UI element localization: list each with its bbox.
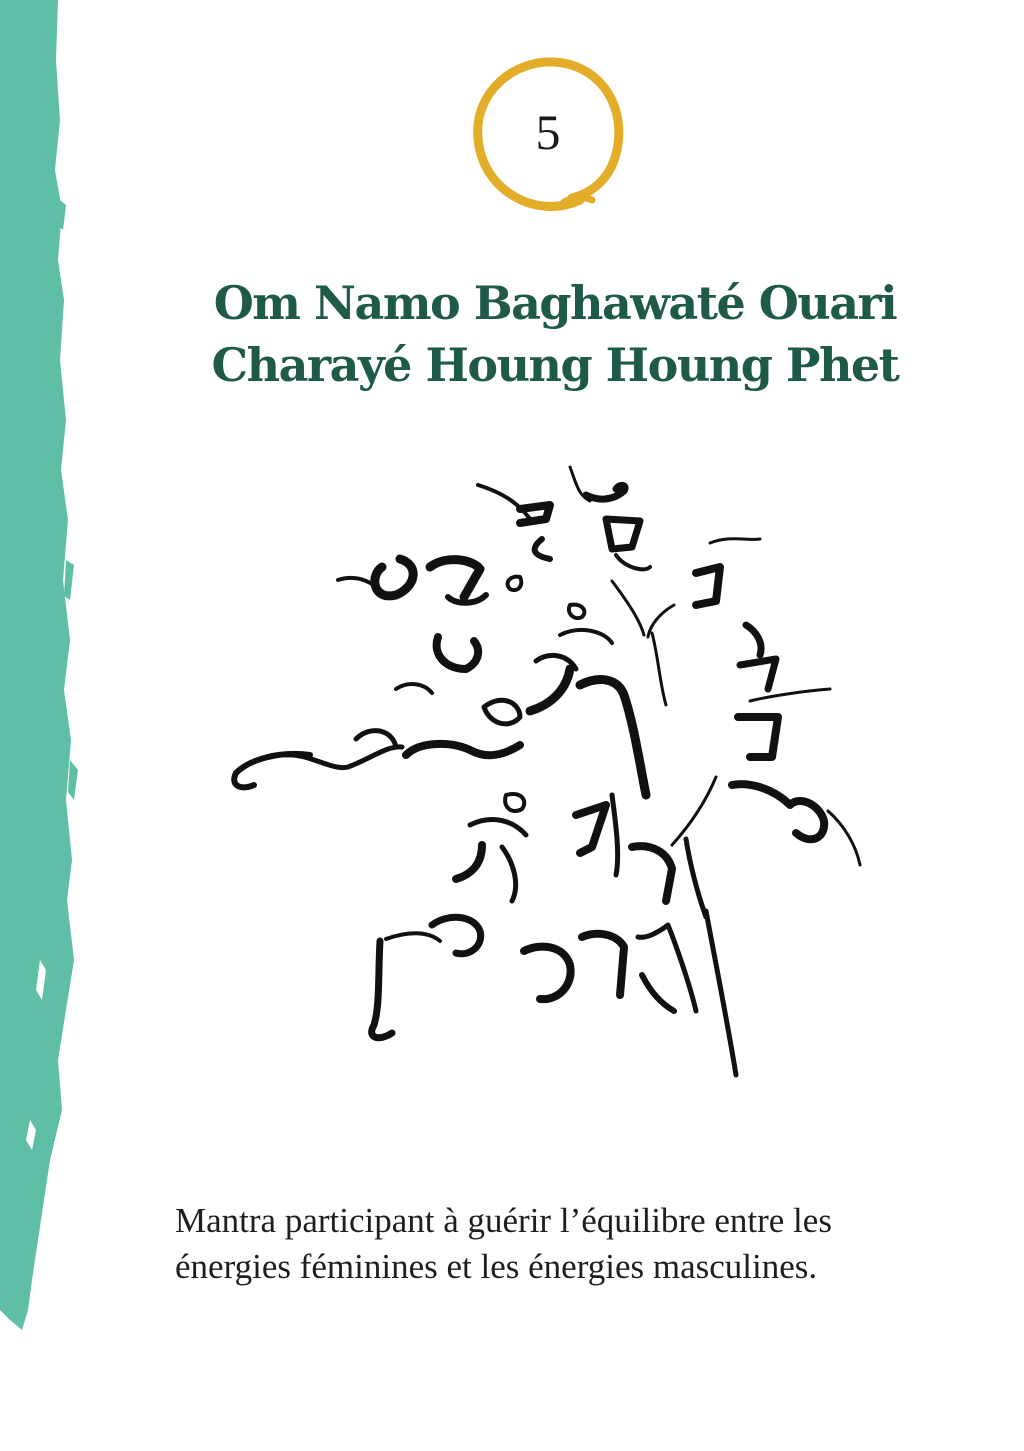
mantra-description: Mantra participant à guérir l’équilibre entre les énergies féminines et les énergies masculines. — [175, 1201, 832, 1286]
card-number-badge — [468, 52, 628, 217]
mantra-title-line-1: Om Namo Baghawaté Ouari — [213, 276, 897, 330]
card-number: 5 — [535, 103, 561, 160]
mantra-title — [150, 272, 960, 396]
mantra-title-line-2: Charayé Houng Houng Phet — [211, 338, 899, 392]
brush-band-decoration — [0, 0, 90, 1451]
tibetan-calligraphy-artwork — [220, 455, 880, 1085]
